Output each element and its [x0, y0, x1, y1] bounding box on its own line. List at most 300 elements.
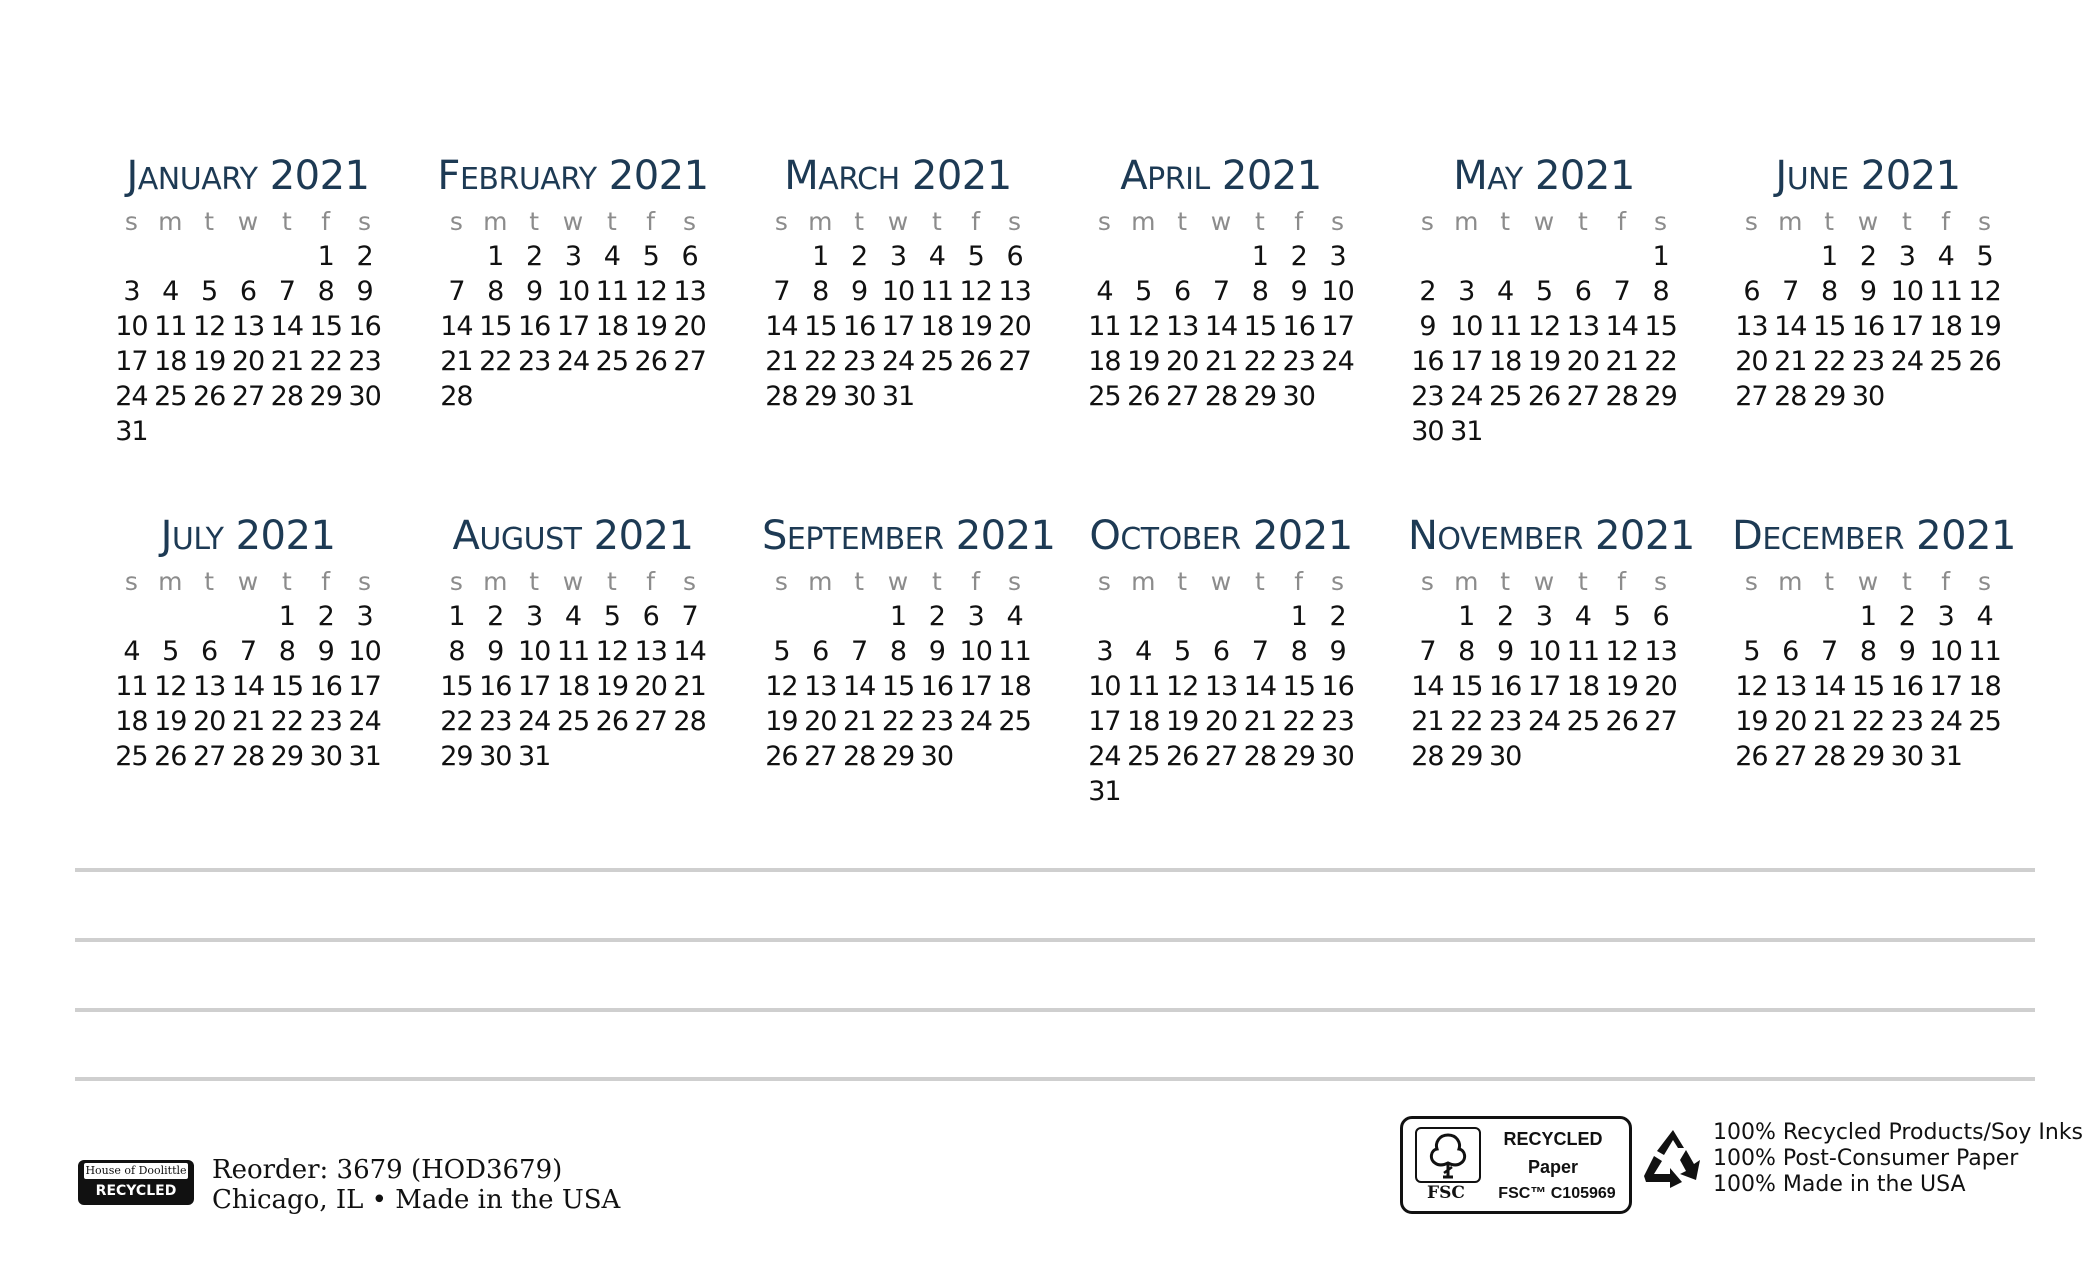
day-cell: 4 — [1976, 601, 1993, 632]
day-header: s — [1420, 207, 1434, 236]
day-cell: 26 — [595, 706, 629, 737]
empty-cell — [1163, 774, 1202, 809]
week-row — [1732, 669, 2004, 704]
address-line: Chicago, IL • Made in the USA — [212, 1185, 621, 1215]
day-cell: 24 — [959, 706, 992, 737]
empty-cell — [554, 739, 593, 774]
day-header: w — [1857, 567, 1879, 596]
week-row — [437, 309, 709, 344]
week-row — [1085, 309, 1357, 344]
day-cell: 6 — [1574, 276, 1591, 307]
empty-cell — [1202, 599, 1241, 634]
day-header: m — [158, 567, 183, 596]
day-cell: 2 — [1859, 241, 1877, 272]
week-row — [1408, 379, 1680, 414]
day-cell: 10 — [1890, 276, 1924, 307]
day-header: s — [1097, 567, 1111, 596]
day-cell: 15 — [1450, 671, 1483, 702]
day-cell: 29 — [270, 741, 304, 772]
day-header: t — [606, 567, 617, 596]
day-cell: 5 — [773, 636, 790, 667]
day-header: s — [124, 567, 138, 596]
day-cell: 1 — [317, 241, 334, 272]
day-cell: 9 — [1898, 636, 1915, 667]
day-cell: 9 — [928, 636, 945, 667]
day-header: w — [887, 567, 909, 596]
day-cell: 10 — [1527, 636, 1561, 667]
day-cell: 7 — [448, 276, 465, 307]
day-cell: 7 — [1782, 276, 1799, 307]
day-cell: 21 — [1774, 346, 1807, 377]
day-cell: 20 — [1735, 346, 1768, 377]
day-cell: 1 — [889, 601, 907, 632]
day-cell: 29 — [1282, 741, 1315, 772]
week-row — [437, 274, 709, 309]
day-cell: 20 — [673, 311, 706, 342]
day-cell: 19 — [1968, 311, 2001, 342]
day-cell: 10 — [881, 276, 915, 307]
day-cell: 11 — [1929, 276, 1962, 307]
day-cell: 1 — [1652, 241, 1669, 272]
empty-cell — [801, 599, 840, 634]
day-header: s — [1331, 567, 1345, 596]
day-cell: 23 — [1282, 346, 1315, 377]
day-header: t — [1901, 567, 1912, 596]
day-cell: 4 — [1497, 276, 1514, 307]
day-cell: 7 — [1212, 276, 1230, 307]
day-cell: 19 — [1735, 706, 1768, 737]
day-cell: 12 — [192, 311, 226, 342]
day-cell: 3 — [1458, 276, 1475, 307]
day-cell: 21 — [440, 346, 473, 377]
day-cell: 29 — [1450, 741, 1483, 772]
empty-cell — [229, 239, 268, 274]
day-header: t — [1577, 207, 1588, 236]
day-header: t — [281, 567, 292, 596]
day-cell: 3 — [1096, 636, 1113, 667]
day-cell: 2 — [487, 601, 504, 632]
day-cell: 4 — [1574, 601, 1591, 632]
month-title: JULY 2021 — [160, 513, 336, 559]
day-cell: 15 — [270, 671, 304, 702]
day-cell: 31 — [881, 381, 915, 412]
day-cell: 14 — [270, 311, 304, 342]
day-cell: 8 — [448, 636, 465, 667]
week-row — [1732, 599, 2004, 634]
day-header: w — [1210, 207, 1232, 236]
day-header: s — [1331, 207, 1345, 236]
day-header-row — [762, 204, 1034, 239]
day-cell: 16 — [1411, 346, 1444, 377]
day-cell: 13 — [1774, 671, 1807, 702]
note-line — [75, 938, 2035, 942]
day-header: m — [158, 207, 183, 236]
day-cell: 18 — [595, 311, 629, 342]
day-cell: 25 — [1929, 346, 1962, 377]
day-cell: 8 — [487, 276, 504, 307]
day-header: f — [971, 567, 981, 596]
empty-cell — [1240, 774, 1279, 809]
day-cell: 24 — [881, 346, 915, 377]
empty-cell — [840, 599, 879, 634]
day-cell: 12 — [1127, 311, 1160, 342]
day-header: t — [1577, 567, 1588, 596]
empty-cell — [267, 239, 306, 274]
week-row — [762, 669, 1034, 704]
day-cell: 13 — [1566, 311, 1600, 342]
empty-cell — [1602, 739, 1641, 774]
day-cell: 26 — [1165, 741, 1199, 772]
month-1 — [437, 148, 709, 414]
day-cell: 25 — [1488, 381, 1522, 412]
day-cell: 9 — [1859, 276, 1877, 307]
day-cell: 12 — [1605, 636, 1638, 667]
day-header: w — [887, 207, 909, 236]
day-cell: 26 — [1605, 706, 1638, 737]
day-cell: 26 — [1527, 381, 1561, 412]
day-header: w — [562, 567, 584, 596]
week-row — [762, 704, 1034, 739]
day-cell: 17 — [556, 311, 590, 342]
empty-cell — [1525, 239, 1564, 274]
publisher-logo — [78, 1160, 194, 1205]
day-cell: 18 — [1127, 706, 1160, 737]
month-title: DECEMBER 2021 — [1732, 513, 2016, 559]
week-row — [437, 669, 709, 704]
fsc-badge — [1400, 1116, 1632, 1214]
day-cell: 15 — [804, 311, 837, 342]
month-4 — [1408, 148, 1680, 449]
empty-cell — [1486, 414, 1525, 449]
week-row — [762, 309, 1034, 344]
month-8 — [762, 508, 1056, 774]
week-row — [1732, 704, 2004, 739]
day-cell: 11 — [556, 636, 590, 667]
day-cell: 9 — [1290, 276, 1307, 307]
day-cell: 29 — [881, 741, 915, 772]
day-header: t — [529, 567, 540, 596]
day-cell: 9 — [356, 276, 373, 307]
day-cell: 20 — [998, 311, 1031, 342]
empty-cell — [1486, 239, 1525, 274]
day-header: f — [1617, 567, 1627, 596]
day-cell: 6 — [1174, 276, 1191, 307]
day-cell: 6 — [681, 241, 698, 272]
day-cell: 23 — [1411, 381, 1444, 412]
day-header: t — [1901, 207, 1912, 236]
week-row — [1085, 704, 1357, 739]
day-cell: 13 — [998, 276, 1031, 307]
day-cell: 14 — [673, 636, 706, 667]
week-row — [1085, 634, 1357, 669]
fsc-paper-text: Paper — [1527, 1157, 1579, 1177]
day-cell: 17 — [115, 346, 148, 377]
month-10 — [1408, 508, 1695, 774]
empty-cell — [267, 414, 306, 449]
day-cell: 24 — [1890, 346, 1924, 377]
week-row — [112, 239, 384, 274]
week-row — [437, 704, 709, 739]
week-row — [762, 599, 1034, 634]
empty-cell — [762, 599, 801, 634]
day-header: w — [562, 207, 584, 236]
day-header: s — [358, 207, 372, 236]
day-cell: 24 — [1527, 706, 1561, 737]
month-6 — [112, 508, 384, 774]
day-cell: 22 — [479, 346, 512, 377]
day-cell: 30 — [920, 741, 954, 772]
eco-statements — [1713, 1120, 2083, 1198]
week-row — [1085, 274, 1357, 309]
day-header: w — [1533, 567, 1555, 596]
month-5 — [1732, 148, 2004, 414]
week-row — [1732, 344, 2004, 379]
day-cell: 3 — [123, 276, 140, 307]
day-cell: 20 — [634, 671, 667, 702]
day-cell: 3 — [526, 601, 543, 632]
day-header: t — [1254, 567, 1265, 596]
day-cell: 20 — [1566, 346, 1600, 377]
week-row — [1085, 774, 1357, 809]
day-cell: 12 — [1165, 671, 1199, 702]
day-header: m — [1778, 207, 1803, 236]
day-header: t — [606, 207, 617, 236]
day-cell: 31 — [1450, 416, 1483, 447]
day-cell: 11 — [1088, 311, 1121, 342]
day-cell: 27 — [1566, 381, 1600, 412]
week-row — [112, 634, 384, 669]
note-line — [75, 1077, 2035, 1081]
week-row — [437, 739, 709, 774]
empty-cell — [1771, 239, 1810, 274]
day-cell: 23 — [479, 706, 512, 737]
day-cell: 30 — [1488, 741, 1522, 772]
day-header: t — [281, 207, 292, 236]
day-header: t — [529, 207, 540, 236]
day-cell: 9 — [1419, 311, 1436, 342]
day-cell: 9 — [1329, 636, 1346, 667]
day-header-row — [112, 564, 384, 599]
day-cell: 22 — [270, 706, 304, 737]
day-cell: 10 — [1321, 276, 1354, 307]
day-cell: 26 — [154, 741, 187, 772]
day-cell: 3 — [1329, 241, 1346, 272]
day-cell: 8 — [812, 276, 829, 307]
empty-cell — [592, 739, 631, 774]
day-cell: 21 — [673, 671, 706, 702]
day-header: s — [774, 207, 788, 236]
day-cell: 18 — [998, 671, 1031, 702]
day-cell: 6 — [1006, 241, 1023, 272]
empty-cell — [1318, 379, 1357, 414]
empty-cell — [1085, 239, 1124, 274]
week-row — [1408, 704, 1680, 739]
day-cell: 8 — [1821, 276, 1838, 307]
day-cell: 22 — [1243, 346, 1277, 377]
day-header: s — [1420, 567, 1434, 596]
day-cell: 24 — [1929, 706, 1962, 737]
day-header: f — [321, 567, 331, 596]
month-2 — [762, 148, 1034, 414]
day-cell: 21 — [1204, 346, 1238, 377]
day-cell: 26 — [192, 381, 226, 412]
day-cell: 4 — [1135, 636, 1152, 667]
day-cell: 7 — [851, 636, 868, 667]
day-header: t — [1500, 567, 1511, 596]
day-header-row — [437, 204, 709, 239]
day-cell: 6 — [1743, 276, 1760, 307]
day-cell: 1 — [278, 601, 295, 632]
day-cell: 16 — [920, 671, 954, 702]
week-row — [112, 309, 384, 344]
day-cell: 18 — [1088, 346, 1121, 377]
empty-cell — [1602, 239, 1641, 274]
day-cell: 31 — [115, 416, 148, 447]
day-header: s — [1097, 207, 1111, 236]
week-row — [1408, 414, 1680, 449]
day-cell: 1 — [1458, 601, 1475, 632]
day-header: s — [1978, 207, 1992, 236]
day-header: s — [1654, 567, 1668, 596]
day-cell: 17 — [1450, 346, 1483, 377]
day-cell: 25 — [1127, 741, 1160, 772]
empty-cell — [1926, 379, 1965, 414]
day-cell: 8 — [1290, 636, 1307, 667]
day-cell: 13 — [673, 276, 706, 307]
day-cell: 30 — [842, 381, 876, 412]
day-cell: 6 — [642, 601, 659, 632]
day-cell: 27 — [1644, 706, 1677, 737]
week-row — [112, 704, 384, 739]
day-header: t — [1254, 207, 1265, 236]
day-header: t — [854, 207, 865, 236]
day-cell: 3 — [1898, 241, 1915, 272]
empty-cell — [1240, 599, 1279, 634]
day-cell: 21 — [1812, 706, 1846, 737]
week-row — [437, 379, 709, 414]
day-cell: 22 — [1851, 706, 1885, 737]
day-header: m — [1778, 567, 1803, 596]
day-cell: 8 — [1859, 636, 1877, 667]
day-cell: 27 — [998, 346, 1031, 377]
day-cell: 18 — [115, 706, 148, 737]
day-cell: 27 — [1165, 381, 1199, 412]
empty-cell — [631, 739, 670, 774]
logo-brand-text: House of Doolittle — [85, 1164, 187, 1177]
day-cell: 26 — [1735, 741, 1768, 772]
day-header-row — [1085, 564, 1357, 599]
day-cell: 9 — [526, 276, 543, 307]
day-cell: 7 — [1613, 276, 1630, 307]
empty-cell — [1163, 599, 1202, 634]
day-header: t — [1824, 207, 1835, 236]
week-row — [1085, 379, 1357, 414]
week-row — [1732, 274, 2004, 309]
empty-cell — [437, 239, 476, 274]
empty-cell — [995, 739, 1034, 774]
day-cell: 13 — [1204, 671, 1238, 702]
day-cell: 8 — [889, 636, 907, 667]
empty-cell — [1202, 774, 1241, 809]
day-cell: 18 — [1929, 311, 1962, 342]
day-cell: 23 — [1321, 706, 1354, 737]
day-cell: 14 — [765, 311, 798, 342]
day-cell: 19 — [154, 706, 187, 737]
day-header: f — [971, 207, 981, 236]
day-cell: 24 — [1450, 381, 1483, 412]
month-7 — [437, 508, 709, 774]
day-header: w — [237, 207, 259, 236]
day-cell: 9 — [851, 276, 868, 307]
day-header: w — [1857, 207, 1879, 236]
fsc-recycled-text: RECYCLED — [1503, 1129, 1603, 1149]
month-title: FEBRUARY 2021 — [437, 153, 709, 199]
day-cell: 5 — [162, 636, 179, 667]
day-cell: 16 — [1282, 311, 1315, 342]
day-cell: 11 — [115, 671, 148, 702]
day-cell: 29 — [1644, 381, 1677, 412]
day-cell: 9 — [487, 636, 504, 667]
day-cell: 3 — [1937, 601, 1954, 632]
day-cell: 24 — [556, 346, 590, 377]
day-header: m — [1454, 567, 1479, 596]
day-cell: 28 — [1411, 741, 1444, 772]
day-cell: 25 — [1088, 381, 1121, 412]
empty-cell — [151, 414, 190, 449]
day-cell: 15 — [309, 311, 342, 342]
day-cell: 17 — [1929, 671, 1962, 702]
day-cell: 1 — [1859, 601, 1877, 632]
day-cell: 3 — [967, 601, 984, 632]
fsc-label: FSC — [1427, 1183, 1465, 1203]
reorder-line: Reorder: 3679 (HOD3679) — [212, 1155, 563, 1185]
day-cell: 31 — [1929, 741, 1962, 772]
day-cell: 16 — [517, 311, 551, 342]
week-row — [1408, 309, 1680, 344]
day-cell: 25 — [154, 381, 187, 412]
day-header-row — [1732, 204, 2004, 239]
week-row — [1732, 309, 2004, 344]
day-header: m — [808, 567, 833, 596]
day-cell: 1 — [812, 241, 829, 272]
day-cell: 15 — [1243, 311, 1277, 342]
empty-cell — [306, 414, 345, 449]
day-cell: 11 — [154, 311, 187, 342]
empty-cell — [592, 379, 631, 414]
empty-cell — [190, 599, 229, 634]
day-cell: 6 — [812, 636, 829, 667]
day-cell: 1 — [1251, 241, 1268, 272]
day-cell: 6 — [1652, 601, 1669, 632]
day-cell: 2 — [1497, 601, 1514, 632]
day-cell: 19 — [1605, 671, 1638, 702]
day-cell: 16 — [1488, 671, 1522, 702]
note-line — [75, 1008, 2035, 1012]
day-cell: 23 — [920, 706, 954, 737]
day-cell: 30 — [1851, 381, 1885, 412]
day-cell: 17 — [517, 671, 551, 702]
week-row — [1408, 239, 1680, 274]
day-cell: 14 — [440, 311, 473, 342]
fsc-tree-icon — [1415, 1127, 1481, 1183]
day-cell: 20 — [1774, 706, 1807, 737]
day-cell: 28 — [1812, 741, 1846, 772]
week-row — [1408, 274, 1680, 309]
day-cell: 14 — [1774, 311, 1807, 342]
day-cell: 8 — [1652, 276, 1669, 307]
day-cell: 17 — [1088, 706, 1121, 737]
day-header: t — [854, 567, 865, 596]
